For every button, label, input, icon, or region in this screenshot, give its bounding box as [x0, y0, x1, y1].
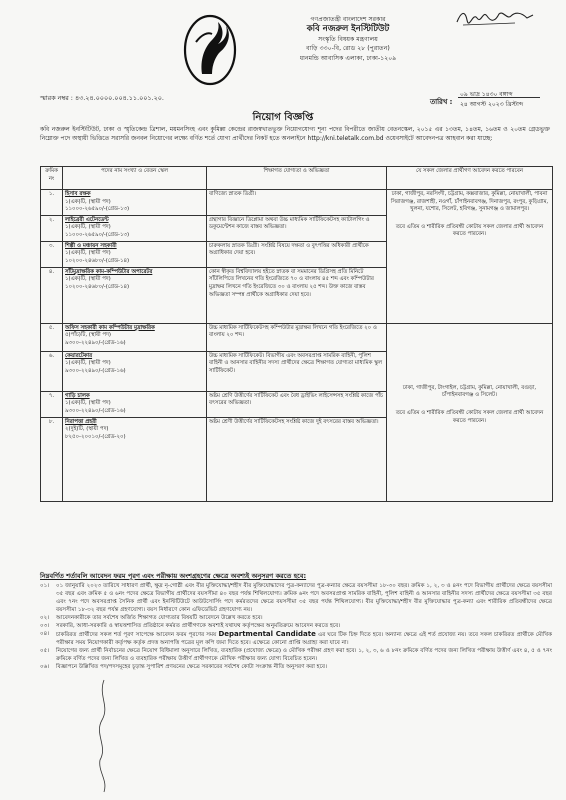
qualification-cell: চারুকলায় স্নাতক ডিগ্রী। সংশ্লিষ্ট বিষয়ে দক্ষতা ও বুৎপত্তির অধিকারী প্রার্থীকে অগ্রাধিকার দেয়া হবে।	[207, 241, 387, 267]
date-english: ২৪ আগস্ট ২০২৩ খ্রিস্টাব্দ	[460, 101, 524, 108]
row-serial: ৭.	[41, 391, 63, 417]
post-scale: ৮২৫০-২০০১০/-(গ্রেড-২০)	[65, 433, 126, 440]
letterhead	[248, 15, 448, 63]
condition-number: ০৪।	[40, 631, 50, 637]
vacancy-table	[40, 166, 553, 502]
list-item	[40, 663, 552, 671]
row-serial: ২.	[41, 215, 63, 241]
quota-note-2: তবে এতিম ও শারীরিক প্রতিবন্ধী কোটায় সকল জেলার প্রার্থী আবেদন করতে পারবেন।	[395, 409, 544, 424]
conditions-list	[40, 582, 552, 671]
address-line-2: ধানমন্ডি আবাসিক এলাকা, ঢাকা-১২০৯	[299, 54, 397, 62]
qualification-cell: বাণিজ্যে স্নাতক ডিগ্রী।	[207, 190, 387, 216]
post-title: গাড়ি চালক	[65, 392, 90, 399]
list-item	[40, 582, 552, 614]
memo-number: স্মারক নম্বর : ৪৩.২৪.০০০০.০০৪.১১.০০১.২০.	[40, 94, 164, 102]
post-cell	[63, 417, 207, 501]
header-qualification: শিক্ষাগত যোগ্যতা ও অভিজ্ঞতা	[207, 167, 387, 190]
row-serial: ১.	[41, 190, 63, 216]
condition-text: নিয়োগের জন্য প্রার্থী নির্বাচনের ক্ষেত্রে নিয়োগ বিধিমালা অনুসারে লিখিত, ব্যবহারিক (প্রযোজ্য ক্ষেত্রে) ও মৌখিক পরীক্ষা গ্রহণ করা হবে। ১, ২, ৩, ৬ ও ৮নং ক্রমিকে বর্ণিত পদের জন্য লিখিত পরীক্ষায় উত্তীর্ণ এবং ৪, ৫ ও ৭নং ক্রমিকে বর্ণিত পদের জন্য লিখিত ও ব্যবহারিক পরীক্ষায় উত্তীর্ণ প্রার্থীগণকে মৌখিক পরীক্ষার জন্য যোগ্য বিবেচিত হবেন।	[56, 648, 552, 662]
row-serial: ৩.	[41, 241, 63, 267]
row-serial: ৬.	[41, 351, 63, 391]
list-item	[40, 630, 552, 647]
post-scale: ১০২০০-২৪৬৮০/-(গ্রেড-১৪)	[65, 257, 130, 264]
post-count: ১(এক)টি, (স্থায়ী পদ)	[65, 224, 111, 231]
post-count: ১(এক)টি, (স্থায়ী পদ)	[65, 400, 111, 407]
header-districts: যে সকল জেলার প্রার্থীগণ আবেদন করতে পারবেন	[387, 167, 553, 190]
condition-text: আবেদনকারীকে তার সর্বশেষ অর্জিত শিক্ষাগত যোগ্যতার বিষয়টি আবেদনে উল্লেখ করতে হবে।	[56, 615, 263, 621]
condition-number: ০৬।	[40, 664, 50, 670]
margin-scribble	[94, 676, 114, 796]
condition-text-continued: এর ঘরে টিক চিহ্ন দিতে হবে। অন্যান্য ক্ষেত্রে এই শর্ত প্রযোজ্য নয়। তবে সকল চাকরিরত প্রার্থীকে মৌখিক পরীক্ষার সময় নিয়োগকারী কর্তৃপক্ষ কর্তৃক প্রদত্ত অনাপত্তি পত্রের মূল কপি জমা দিতে হবে। এক্ষেত্রে কোনো প্রাপ্তি অগ্রাহ্য করা যাবে না।	[56, 632, 553, 646]
post-cell	[63, 351, 207, 391]
qualification-cell: অষ্টম শ্রেণী উত্তীর্ণের সার্টিফিকেটসহ সংশ্লিষ্ট কাজে দুই বৎসরের বাস্তব অভিজ্ঞতা।	[207, 417, 387, 501]
qualification-cell: গ্রন্থাগার বিজ্ঞানে ডিপ্লোমা অথবা উচ্চ মাধ্যমিক সার্টিফিকেটসহ ক্যাটালগিং ও ডকুমেন্টেশন কাজে বাস্তব অভিজ্ঞতা।	[207, 215, 387, 241]
condition-text: চাকরিরত প্রার্থীদের সকল শর্ত পূরণ সাপেক্ষে আবেদন ফরম পূরণের সময়	[56, 632, 219, 638]
post-scale: ৯৩০০-২২৪৯০/-(গ্রেড-১৬)	[65, 367, 126, 374]
list-item	[40, 647, 552, 663]
date-label: তারিখ :	[430, 98, 453, 106]
districts-cell-2	[387, 323, 553, 501]
condition-number: ০৩।	[40, 623, 50, 629]
ministry-name: সংস্কৃতি বিষয়ক মন্ত্রণালয়	[318, 36, 378, 44]
condition-text: সরকারি, আধা-সরকারি ও স্বায়ত্তশাসিত প্রতিষ্ঠানে কর্মরত প্রার্থীগণকে অবশ্যই যথাযথ কর্তৃপক্ষের অনুমতিক্রমে আবেদন করতে হবে।	[56, 623, 341, 629]
condition-number: ০২।	[40, 615, 50, 621]
list-item	[40, 622, 552, 630]
row-serial: ৫.	[41, 323, 63, 351]
post-cell	[63, 241, 207, 267]
qualification-cell: কোন স্বীকৃত বিশ্ববিদ্যালয় হইতে স্নাতক বা সমমানের ডিগ্রিসহ প্রতি মিনিটে সাঁটলিপিতে লিখনের গতি ইংরেজিতে ৭০ ও বাংলায় ৪৫ শব্দ এবং কম্পিউটার মুদ্রাক্ষর লিখনে গতি ইংরেজিতে ৩০ ও বাংলায় ২৫ শব্দ। উক্ত কাজে বাস্তব অভিজ্ঞতা সম্পন্ন প্রার্থীকে অগ্রাধিকার দেয়া হবে।	[207, 267, 387, 323]
post-count: ২(দুই)টি, (স্থায়ী পদ)	[65, 426, 109, 433]
signature-scribble	[455, 6, 535, 28]
districts-list-1: ঢাকা, গাজীপুর, নরসিংদী, চট্টগ্রাম, কক্সবাজার, কুমিল্লা, নোয়াখালী, পাবনা সিরাজগঞ্জ, রাজশাহী, নওগাঁ, চাঁপাইনবাবগঞ্জ, দিনাজপুর, রংপুর, কুড়িগ্রাম, খুলনা, যশোর, সিলেট, হবিগঞ্জ, সুনামগঞ্জ ও জামালপুর।	[390, 191, 549, 213]
post-cell	[63, 323, 207, 351]
header-post: পদের নাম সংখ্যা ও বেতন স্কেল	[63, 167, 207, 190]
quota-note-1: তবে এতিম ও শারীরিক প্রতিবন্ধী কোটায় সকল জেলার প্রার্থী আবেদন করতে পারবেন।	[395, 223, 544, 238]
header-serial: ক্রমিক নং	[41, 167, 63, 190]
post-count: ১(এক)টি, (স্থায়ী পদ)	[65, 198, 111, 205]
qualification-cell: অষ্টম শ্রেণি উত্তীর্ণের সার্টিফিকেট এবং বৈধ ড্রাইভিং লাইসেন্সসহ সংশ্লিষ্ট কাজে পাঁচ বৎসরের অভিজ্ঞতা।	[207, 391, 387, 417]
post-title: হিসাব রক্ষক	[65, 191, 91, 197]
post-title: নিরাপত্তা প্রহরী	[65, 418, 97, 425]
post-scale: ৯৩০০-২২৪৯০/-(গ্রেড-১৬)	[65, 339, 126, 346]
post-count: ১(এক)টি, (স্থায়ী পদ)	[65, 360, 111, 367]
conditions-title: নিম্নবর্ণিত শর্তাবলি আবেদন ফরম পূরণ এবং পরীক্ষায় অংশগ্রহণের ক্ষেত্রে অবশ্যই অনুসরণ করতে হবে:	[40, 572, 307, 580]
post-cell	[63, 215, 207, 241]
list-item	[40, 614, 552, 622]
institute-name: কবি নজরুল ইনস্টিটিউট	[306, 24, 390, 35]
table-row	[41, 190, 553, 216]
condition-number: ০১।	[40, 583, 50, 589]
date-bangla: ০৯ ভাদ্র ১৪৩০ বঙ্গাব্দ	[460, 91, 513, 98]
qualification-cell: উচ্চ মাধ্যমিক সার্টিফিকেট। বিভাগীয় এবং অবসরপ্রাপ্ত সামরিক বাহিনী, পুলিশ বাহিনী ও আনসার বাহিনীর সদস্য প্রার্থীদের ক্ষেত্রে শিক্ষাগত যোগ্যতা মাধ্যমিক স্কুল সার্টিফিকেট।	[207, 351, 387, 391]
post-scale: ১০২০০-২৪৬৮০/-(গ্রেড-১৪)	[65, 283, 130, 290]
post-count: ১(এক)টি, (স্থায়ী পদ)	[65, 250, 111, 257]
post-scale: ১১০০০-২৬৫৯০/-(গ্রেড-১৩)	[65, 206, 130, 213]
post-count: ৫(পাঁচ)টি, (স্থায়ী পদ)	[65, 332, 112, 339]
condition-number: ০৫।	[40, 648, 50, 654]
row-serial: ৮.	[41, 417, 63, 501]
institute-logo-icon	[182, 12, 238, 88]
govt-title: গণপ্রজাতন্ত্রী বাংলাদেশ সরকার	[310, 16, 386, 23]
post-scale: ১১০০০-২৬৫৯০/-(গ্রেড-১৩)	[65, 231, 130, 238]
post-scale: ৯৩০০-২২৪৯০/-(গ্রেড-১৬)	[65, 407, 126, 414]
post-count: ১(এক)টি, (স্থায়ী পদ)	[65, 276, 111, 283]
post-title: অফিস সহকারী কাম কম্পিউটার মুদ্রাক্ষরিক	[65, 324, 155, 331]
table-header-row	[41, 167, 553, 190]
post-cell	[63, 391, 207, 417]
condition-text-wrap	[56, 630, 552, 647]
condition-text: ০১ জানুয়ারি ২০২৩ তারিখে সাধারণ প্রার্থী, ক্ষুদ্র নৃ-গোষ্ঠী এবং বীর মুক্তিযোদ্ধা/শহীদ বীর মুক্তিযোদ্ধাদের পুত্র-কন্যাদের পুত্র-কন্যার ক্ষেত্রে বয়সসীমা ১৮-৩০ বছর। ক্রমিক ১, ২, ৩ ও ৪নং পদে বিভাগীয় প্রার্থীদের ক্ষেত্রে বয়সসীমা ৩৫ বছর এবং ক্রমিক ৫ ও ৬নং পদের ক্ষেত্রে বিভাগীয় প্রার্থীদের বয়সসীমা ৪০ বছর পর্যন্ত শিথিলযোগ্য। ক্রমিক ৬নং পদে অবসরপ্রাপ্ত সামরিক বাহিনী, পুলিশ বাহিনী ও আনসার বাহিনীর সদস্য প্রার্থীদের ক্ষেত্রে বয়সসীমা ৩৫ বছর এবং ৭নং পদে অবসরপ্রাপ্ত সৈনিক প্রার্থী এবং ইনস্টিটিউটে আউটসোর্সিং পদে কর্মরতদের ক্ষেত্রে বয়সসীমা ৩৫ বছর পর্যন্ত শিথিলযোগ্য। বীর মুক্তিযোদ্ধা/শহীদ বীর মুক্তিযোদ্ধার পুত্র-কন্যা এবং শারীরিক প্রতিবন্ধীদের ক্ষেত্রে বয়সসীমা ১৮-৩২ বছর পর্যন্ত গ্রহণযোগ্য। বয়স নির্ধারণে কোন এফিডেভিট গ্রহণযোগ্য নয়।	[56, 583, 552, 613]
condition-text: বিজ্ঞাপনে উল্লিখিত পদ/পদসমূহের চূড়ান্ত সুপারিশ প্রণয়নের ক্ষেত্রে সরকারের সর্বশেষ কোটা সংক্রান্ত নীতি অনুসরণ করা হবে।	[56, 664, 327, 670]
post-cell	[63, 190, 207, 216]
date-divider	[458, 97, 540, 98]
post-title: লাইব্রেরী এটেনডেন্ট	[65, 216, 109, 223]
address-line-1: বাড়ি ৩৩০-বি, রোড ২৮ (পুরাতন)	[306, 45, 390, 53]
departmental-candidate-label: Departmental Candidate	[218, 630, 316, 638]
districts-cell-1	[387, 190, 553, 324]
post-title: শিল্পী ও মঞ্চায়ন সহকারী	[65, 242, 117, 249]
districts-list-2: ঢাকা, গাজীপুর, টাংগাইল, চট্টগ্রাম, কুমিল্লা, নোয়াখালী, বগুড়া, চাঁপাইনবাবগঞ্জ ও সিলেট।	[402, 384, 537, 399]
post-cell	[63, 267, 207, 323]
post-title: সাঁটমুদ্রাক্ষরিক কাম-কম্পিউটার অপারেটর	[65, 268, 153, 275]
page-title: নিয়োগ বিজ্ঞপ্তি	[252, 112, 314, 123]
intro-paragraph: কবি নজরুল ইনস্টিটিউট, ঢাকা ও স্মৃতিকেন্দ্র ত্রিশাল, ময়মনসিংহ এবং কুমিল্লা কেন্দ্রের রাজস্বখাতভুক্ত নিয়োগযোগ্য শূন্য পদের বিপরীতে জাতীয় বেতনস্কেল, ২০১৫ এর ১৩তম, ১৪তম, ১৬তম ও ২০তম গ্রেডভুক্ত নিম্নোক্ত পদে অস্থায়ী ভিত্তিতে সরাসরি জনবল নিয়োগের লক্ষ্যে বর্ণিত শর্তে যোগ্য প্রার্থীদের নিকট হতে অনলাইনে http://kni.teletalk.com.bd ওয়েবসাইটে আবেদনপত্র আহবান করা যাচ্ছে:	[40, 126, 550, 142]
qualification-cell: উচ্চ মাধ্যমিক সার্টিফিকেটসহ কম্পিউটার মুদ্রাক্ষর লিখনে গতি ইংরেজিতে ২০ ও বাংলায় ২০ শব্দ।	[207, 323, 387, 351]
table-row	[41, 323, 553, 351]
post-title: কেয়ারটেকার	[65, 352, 93, 359]
row-serial: ৪.	[41, 267, 63, 323]
